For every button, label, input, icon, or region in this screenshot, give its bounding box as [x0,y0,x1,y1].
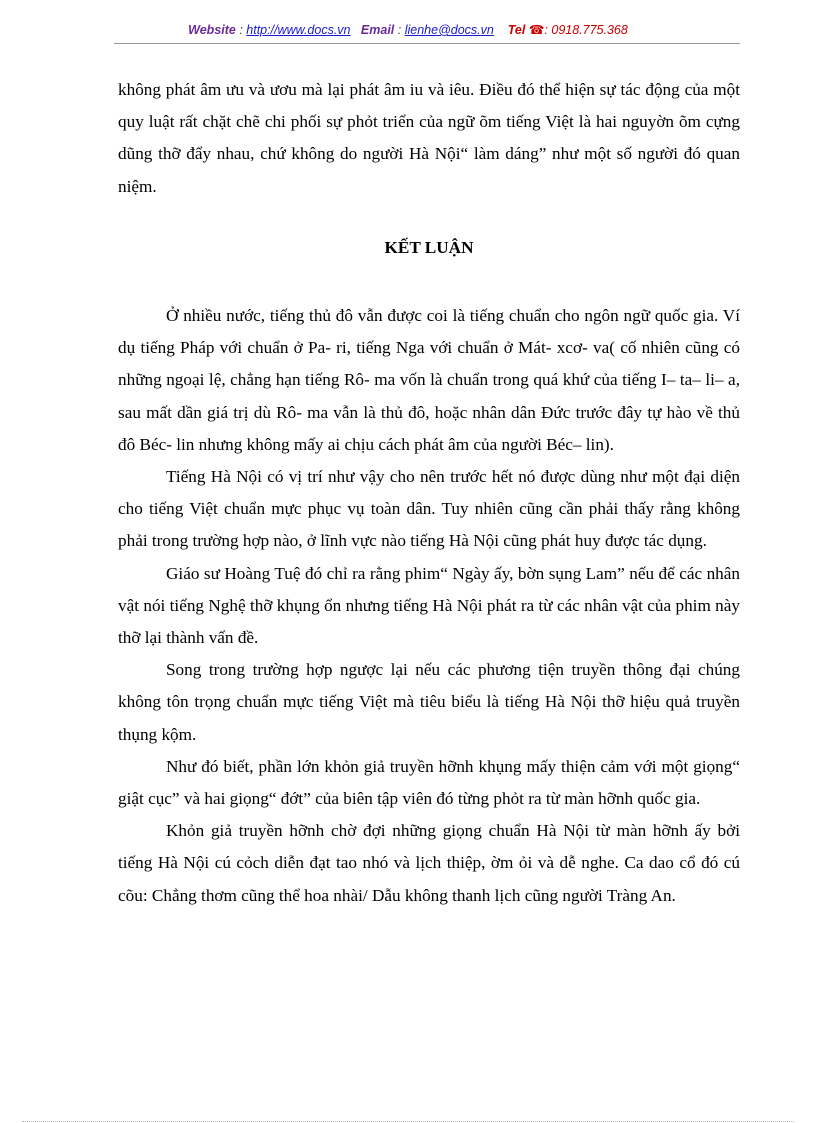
email-link[interactable]: lienhe@docs.vn [404,23,494,37]
body-paragraph: Như đó biết, phần lớn khỏn giả truyền hỡnh khụng mấy thiện cảm với một giọng“ giật cục” và hai giọng“ đớt” của biên tập viên đó từng phỏt ra từ màn hỡnh quốc gia. [118,756,740,809]
body-paragraph: Giáo sư Hoàng Tuệ đó chỉ ra rằng phim“ Ngày ấy, bờn sụng Lam” nếu để các nhân vật nói tiếng Nghệ thỡ khụng ổn nhưng tiếng Hà Nội phát ra từ các nhân vật của phim này thỡ lại thành vấn đề. [118,563,740,648]
document-body [118,74,740,912]
website-label: Website [188,23,236,37]
page-header [0,22,816,37]
header-divider [114,43,740,44]
body-paragraph: Ở nhiều nước, tiếng thủ đô vẫn được coi là tiếng chuẩn cho ngôn ngữ quốc gia. Ví dụ tiếng Pháp với chuẩn ở Pa- ri, tiếng Nga với chuẩn ở Mát- xcơ- va( cố nhiên cũng có những ngoại lệ, chẳng hạn tiếng Rô- ma vốn là chuẩn trong quá khứ của tiếng I– ta– li– a, sau mất dần giá trị dù Rô- ma vẫn là thủ đô, hoặc nhân dân Đức trước đây tự hào về thủ đô Béc- lin nhưng không mấy ai chịu cách phát âm của người Béc– lin). [118,306,740,454]
section-heading: KẾT LUẬN [384,237,474,257]
phone-icon: ☎ [528,23,545,37]
website-link[interactable]: http://www.docs.vn [246,23,351,37]
tel-label: Tel [507,23,526,37]
body-paragraph: Khỏn giả truyền hỡnh chờ đợi những giọng chuẩn Hà Nội từ màn hỡnh ấy bởi tiếng Hà Nội cú cỏch diễn đạt tao nhó và lịch thiệp, ờm ỏi và dễ nghe. Ca dao cổ đó cú cõu: Chẳng thơm cũng thể hoa nhài/ Dẫu không thanh lịch cũng người Tràng An. [118,821,740,905]
website-separator: : [235,23,247,37]
body-paragraph: Tiếng Hà Nội có vị trí như vậy cho nên trước hết nó được dùng như một đại diện cho tiếng Việt chuẩn mực phục vụ toàn dân. Tuy nhiên cũng cần phải thấy rằng không phải trong trường hợp nào, ở lĩnh vực nào tiếng Hà Nội cũng phát huy được tác dụng. [118,467,740,551]
email-label: Email [360,23,395,37]
body-paragraph: Song trong trường hợp ngược lại nếu các phương tiện truyền thông đại chúng không tôn trọng chuẩn mực tiếng Việt mà tiêu biểu là tiếng Hà Nội thỡ hiệu quả truyền thụng kộm. [118,660,740,744]
page-bottom-border [22,1121,794,1122]
tel-value: : 0918.775.368 [544,23,628,37]
intro-paragraph: không phát âm ưu và ươu mà lại phát âm iu và iêu. Điều đó thể hiện sự tác động của một quy luật rất chặt chẽ chi phối sự phỏt triển của ngữ õm tiếng Việt là hai nguyờn õm cựng dũng thỡ đẩy nhau, chứ không do người Hà Nội“ làm dáng” như một số người đó quan niệm. [118,80,740,196]
email-separator: : [394,23,405,37]
